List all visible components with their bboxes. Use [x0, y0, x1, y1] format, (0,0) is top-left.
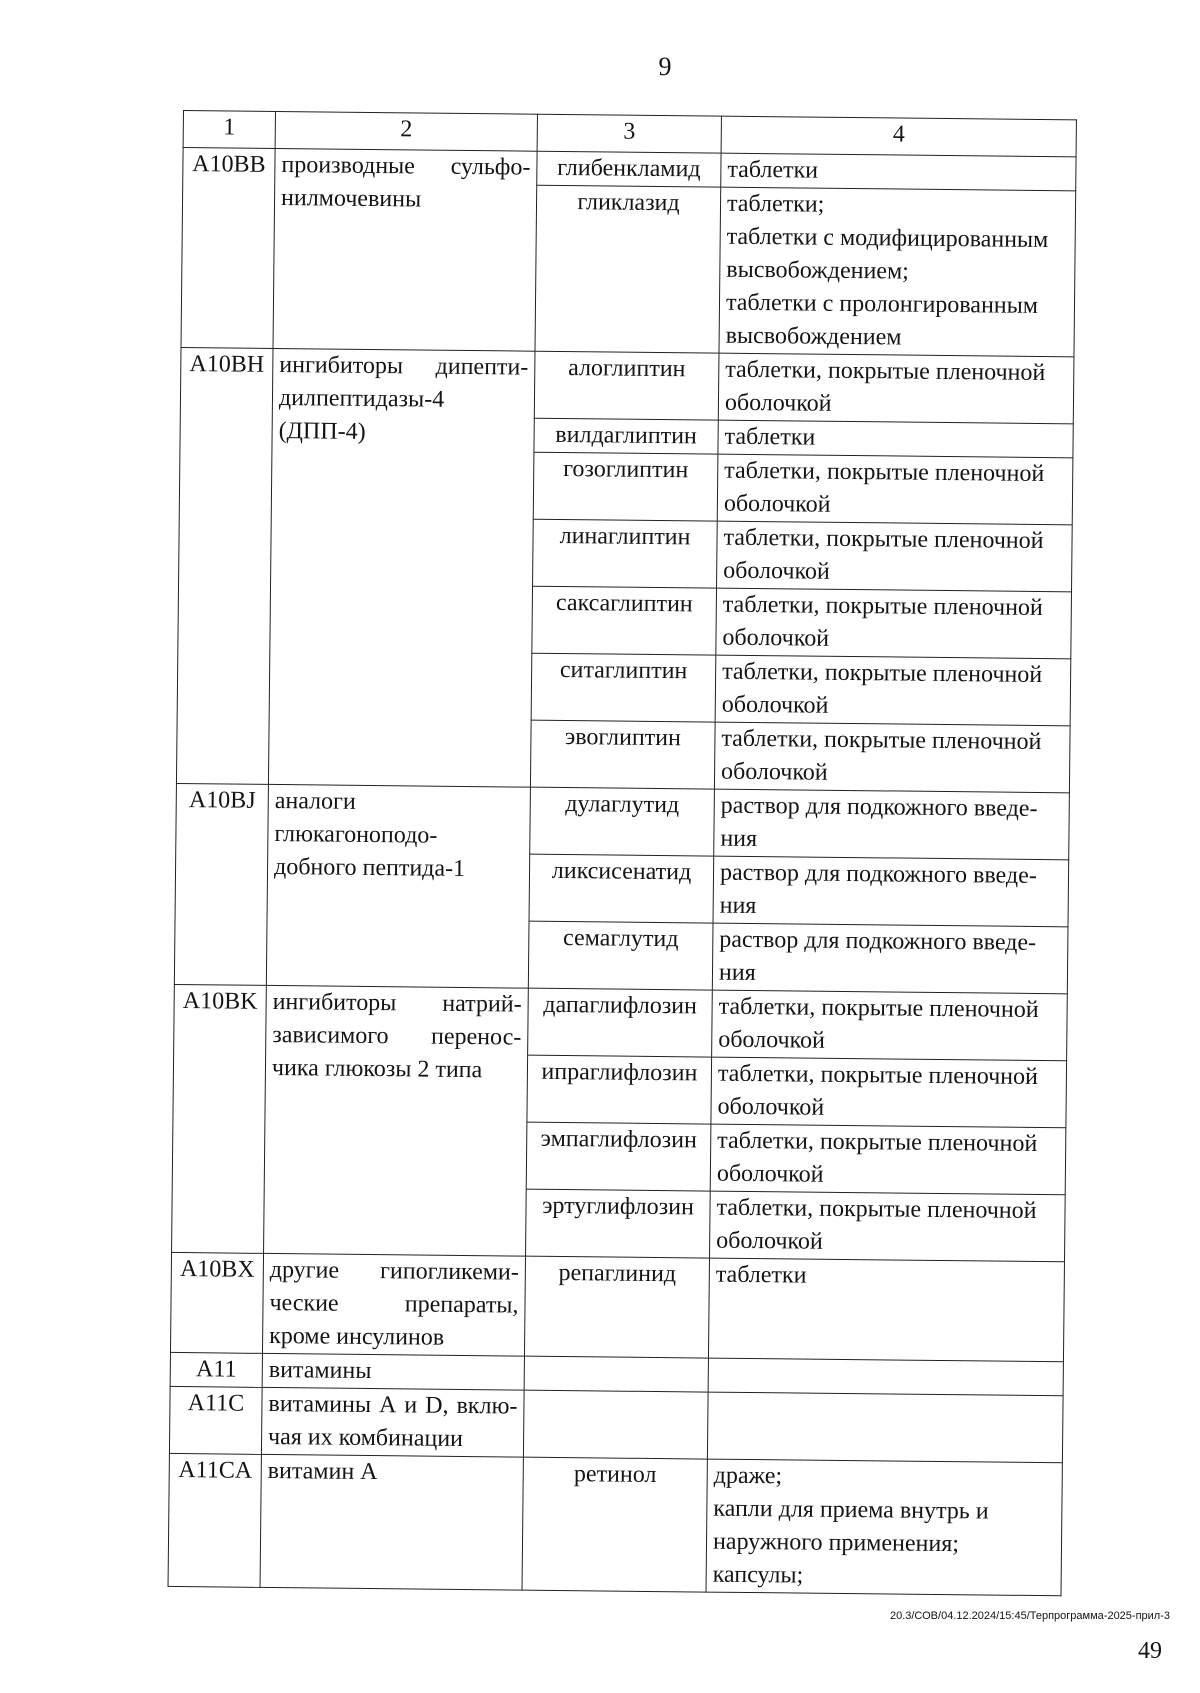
group-name-line: (ДПП-4): [278, 418, 366, 445]
drug-name-cell: семаглутид: [528, 921, 713, 990]
drug-name-cell: [523, 1390, 708, 1459]
drug-name-cell: саксаглиптин: [532, 586, 717, 655]
group-name-cell: [264, 985, 529, 1256]
page-number-top: 9: [658, 52, 672, 81]
dosage-form-cell: [708, 1258, 1064, 1362]
atc-code-cell: A11CA: [168, 1453, 261, 1587]
drug-name-cell: гликлазид: [535, 185, 721, 353]
drug-name-cell: гозоглиптин: [533, 452, 718, 521]
dosage-form-line: раствор для подкожного введе-: [719, 926, 1037, 956]
header-col-1: 1: [183, 111, 275, 149]
drug-name-cell: эртуглифлозин: [526, 1189, 711, 1258]
dosage-form-line: капсулы;: [712, 1561, 804, 1589]
group-name-line: зависимого перенос-: [272, 1021, 522, 1051]
group-name-cell: [262, 1353, 524, 1390]
dosage-form-cell: [711, 1057, 1067, 1128]
dosage-form-cell: [710, 1191, 1066, 1262]
group-name-line: кроме инсулинов: [269, 1322, 445, 1351]
drug-name-cell: эвоглиптин: [530, 720, 715, 789]
drug-name-cell: ретинол: [522, 1457, 707, 1592]
table-row: [176, 783, 1070, 859]
dosage-form-line: таблетки, покрытые пленочной: [722, 591, 1043, 622]
medicines-table: [168, 110, 1077, 1596]
dosage-form-line: таблетки, покрытые пленочной: [722, 658, 1043, 689]
dosage-form-cell: [708, 1358, 1063, 1396]
dosage-form-line: таблетки: [727, 156, 819, 184]
table-row: [169, 1386, 1063, 1462]
document-code: 20.3/СОВ/04.12.2024/15:45/Терпрограмма-2025-прил-3: [889, 1610, 1170, 1622]
drug-name-cell: ипраглифлозин: [527, 1055, 712, 1124]
dosage-form-line: ния: [718, 959, 756, 987]
table-row: [180, 347, 1074, 423]
dosage-form-cell: [706, 1459, 1062, 1596]
table-row: [170, 1252, 1064, 1361]
dosage-form-cell: [714, 789, 1070, 860]
table-body: [168, 148, 1076, 1596]
dosage-form-line: ния: [719, 892, 757, 920]
dosage-form-line: оболочкой: [717, 1093, 825, 1121]
dosage-form-cell: [713, 856, 1069, 927]
group-name-line: ингибиторы натрий-: [272, 988, 522, 1018]
dosage-form-line: таблетки, покрытые пленочной: [724, 457, 1045, 488]
dosage-form-cell: [718, 420, 1073, 458]
dosage-form-line: оболочкой: [723, 557, 830, 585]
dosage-form-cell: [714, 722, 1070, 793]
drug-name-cell: дулаглутид: [530, 787, 715, 856]
dosage-form-line: высвобождением;: [726, 256, 910, 285]
atc-code-cell: A10BB: [181, 148, 275, 349]
dosage-form-line: таблетки с модифицированным: [726, 223, 1049, 254]
group-name-line: ингибиторы дипепти-: [279, 352, 529, 381]
dosage-form-line: [714, 1393, 1056, 1430]
dosage-form-cell: [716, 588, 1072, 659]
dosage-form-cell: [718, 353, 1074, 424]
dosage-form-line: таблетки с пролонгированным: [725, 289, 1039, 319]
dosage-form-line: таблетки, покрытые пленочной: [718, 993, 1039, 1024]
dosage-form-line: таблетки: [715, 1261, 807, 1289]
dosage-form-line: раствор для подкожного введе-: [720, 792, 1038, 822]
dosage-form-line: наружного применения;: [712, 1528, 960, 1558]
dosage-form-line: капли для приема внутрь и: [713, 1495, 989, 1525]
dosage-form-line: [715, 1359, 1057, 1396]
dosage-form-cell: [715, 655, 1071, 726]
group-name-line: аналоги глюкагоноподо-: [274, 787, 438, 849]
drug-name-cell: глибенкламид: [537, 151, 721, 187]
dosage-form-cell: [710, 1124, 1066, 1195]
atc-code-cell: A10BJ: [174, 783, 268, 985]
dosage-form-line: таблетки, покрытые пленочной: [716, 1194, 1037, 1224]
dosage-form-cell: [707, 1392, 1063, 1463]
dosage-form-line: таблетки, покрытые пленочной: [721, 725, 1042, 756]
dosage-form-line: таблетки, покрытые пленочной: [725, 356, 1046, 387]
drug-name-cell: вилдаглиптин: [534, 418, 718, 454]
drug-name-cell: алоглиптин: [534, 351, 719, 420]
dosage-form-cell: [717, 454, 1073, 525]
drug-name-cell: линаглиптин: [533, 519, 718, 588]
header-col-3: 3: [537, 114, 721, 153]
group-name-line: добного пептида-1: [273, 853, 466, 882]
atc-code-cell: A11: [170, 1352, 262, 1387]
group-name-line: ческие препараты,: [269, 1289, 519, 1319]
dosage-form-line: оболочкой: [718, 1026, 826, 1054]
group-name-line: дилпептидазы-4: [278, 385, 445, 413]
group-name-line: нилмочевины: [280, 185, 422, 213]
atc-code-cell: A11C: [169, 1386, 262, 1454]
drug-name-cell: репаглинид: [524, 1256, 709, 1358]
group-name-line: другие гипогликеми-: [269, 1256, 519, 1286]
group-name-line: витамин А: [267, 1457, 378, 1486]
group-name-line: витамины: [268, 1356, 372, 1385]
drug-name-cell: ликсисенатид: [529, 854, 714, 923]
dosage-form-cell: [719, 187, 1076, 357]
group-name-cell: [260, 1454, 523, 1590]
dosage-form-line: оболочкой: [723, 490, 831, 518]
group-name-line: чика глюкозы 2 типа: [271, 1054, 483, 1084]
drug-name-cell: эмпаглифлозин: [526, 1122, 711, 1191]
dosage-form-line: оболочкой: [724, 389, 832, 417]
group-name-line: чая их комбинации: [267, 1423, 464, 1453]
header-col-2: 2: [275, 111, 537, 151]
dosage-form-line: высвобождением: [725, 322, 902, 351]
dosage-form-line: таблетки: [724, 423, 816, 451]
dosage-form-line: таблетки, покрытые пленочной: [717, 1060, 1039, 1091]
dosage-form-line: оболочкой: [722, 624, 830, 652]
dosage-form-line: оболочкой: [716, 1160, 824, 1188]
dosage-form-line: раствор для подкожного введе-: [719, 859, 1037, 889]
atc-code-cell: A10BX: [170, 1252, 263, 1353]
page-number-bottom: 49: [1138, 1638, 1162, 1664]
atc-code-cell: A10BK: [172, 984, 267, 1253]
dosage-form-cell: [712, 990, 1068, 1061]
group-name-line: витамины А и D, вклю-: [268, 1390, 518, 1420]
dosage-form-cell: [721, 153, 1076, 191]
dosage-form-line: таблетки, покрытые пленочной: [723, 524, 1044, 555]
group-name-line: производные сульфо-: [281, 152, 531, 181]
dosage-form-line: драже;: [713, 1462, 783, 1490]
dosage-form-cell: [717, 521, 1073, 592]
dosage-form-line: таблетки, покрытые пленочной: [717, 1127, 1038, 1158]
dosage-form-line: оболочкой: [721, 691, 829, 719]
group-name-cell: [262, 1253, 525, 1356]
group-name-cell: [266, 784, 530, 988]
group-name-cell: [273, 148, 537, 351]
group-name-cell: [261, 1387, 524, 1457]
dosage-form-line: оболочкой: [716, 1227, 823, 1255]
table-row: [168, 1453, 1062, 1595]
drug-name-cell: ситаглиптин: [531, 653, 716, 722]
header-col-4: 4: [721, 116, 1076, 157]
dosage-form-line: оболочкой: [720, 758, 828, 786]
dosage-form-line: ния: [720, 825, 758, 853]
dosage-form-line: таблетки;: [726, 190, 825, 218]
group-name-cell: [268, 348, 535, 787]
atc-code-cell: A10BH: [176, 347, 273, 784]
table-row: [174, 984, 1068, 1060]
drug-name-cell: [524, 1356, 708, 1392]
dosage-form-cell: [712, 923, 1068, 994]
drug-name-cell: дапаглифлозин: [528, 988, 713, 1057]
